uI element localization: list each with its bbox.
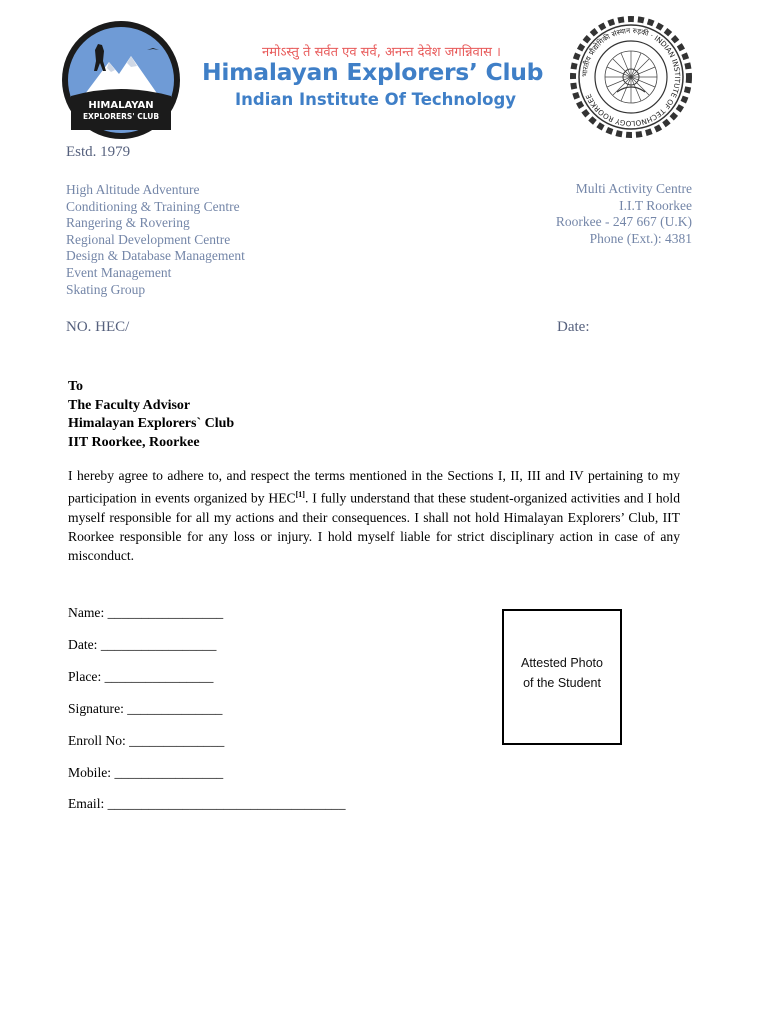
seal-text: भारतीय प्रौद्योगिकी संस्थान रुड़की · INDIAN INSTITUTE OF TECHNOLOGY ROORKEE bbox=[579, 25, 683, 129]
attested-photo-box[interactable] bbox=[502, 609, 622, 745]
declaration-text-part2: . I fully understand that these student-organized activities and I hold myself responsible for all my actions and their consequences. I shall not hold Himalayan Explorers’ Club, IIT Roorkee responsible for any loss or injury. I hold myself liable for strict disciplinary action in case of any misconduct. bbox=[68, 490, 680, 563]
declaration-paragraph bbox=[68, 466, 680, 565]
declaration-text-part1: I hereby agree to adhere to, and respect the terms mentioned in the Sections I, II, III and IV pertaining to my participation in events organized by HEC bbox=[68, 468, 680, 506]
email-field[interactable]: Email: ___________________________________ bbox=[68, 796, 346, 811]
name-field[interactable]: Name: _________________ bbox=[68, 605, 224, 620]
service-item: Event Management bbox=[66, 264, 172, 280]
address-line: Roorkee - 247 667 (U.K) bbox=[555, 214, 692, 230]
photo-box-label bbox=[504, 653, 620, 693]
sanskrit-motto: नमोऽस्तु ते सर्वत एव सर्व, अनन्त देवेश जगन्निवास । bbox=[262, 45, 501, 60]
address-line: Multi Activity Centre bbox=[575, 181, 692, 196]
photo-box-label-line2: of the Student bbox=[523, 676, 601, 690]
date-field[interactable]: Date: _________________ bbox=[68, 637, 217, 652]
service-item: Skating Group bbox=[66, 281, 146, 297]
enroll-no-field[interactable]: Enroll No: ______________ bbox=[68, 733, 225, 748]
club-address bbox=[556, 181, 692, 247]
logo-text-line2: EXPLORERS' CLUB bbox=[82, 112, 160, 121]
addressee-line: The Faculty Advisor bbox=[68, 397, 191, 413]
reference-date: Date: bbox=[557, 319, 590, 335]
service-item: Design & Database Management bbox=[66, 248, 245, 264]
place-field[interactable]: Place: ________________ bbox=[68, 669, 214, 684]
addressee-line: To bbox=[68, 379, 84, 394]
mobile-field[interactable]: Mobile: ________________ bbox=[68, 765, 224, 780]
addressee-block bbox=[68, 378, 234, 452]
institute-title: Indian Institute Of Technology bbox=[235, 90, 517, 109]
addressee-line: Himalayan Explorers` Club bbox=[68, 416, 235, 431]
himalayan-explorers-club-logo bbox=[61, 20, 181, 140]
iit-roorkee-seal bbox=[569, 14, 693, 140]
reference-number: NO. HEC/ bbox=[66, 319, 130, 335]
service-item: Rangering & Rovering bbox=[66, 215, 190, 231]
photo-box-label-line1: Attested Photo bbox=[520, 656, 603, 670]
services-list bbox=[66, 182, 245, 298]
logo-text-line1: HIMALAYAN bbox=[88, 100, 154, 111]
service-item: Regional Development Centre bbox=[66, 231, 231, 247]
service-item: High Altitude Adventure bbox=[66, 182, 200, 197]
established-year: Estd. 1979 bbox=[66, 144, 131, 160]
address-line: Phone (Ext.): 4381 bbox=[589, 230, 692, 246]
service-item: Conditioning & Training Centre bbox=[66, 198, 240, 214]
addressee-line: IIT Roorkee, Roorkee bbox=[68, 434, 200, 450]
signature-field[interactable]: Signature: ______________ bbox=[68, 701, 223, 716]
footnote-marker[interactable]: [1] bbox=[295, 490, 305, 499]
address-line: I.I.T Roorkee bbox=[619, 197, 692, 213]
club-title: Himalayan Explorers’ Club bbox=[202, 58, 544, 86]
